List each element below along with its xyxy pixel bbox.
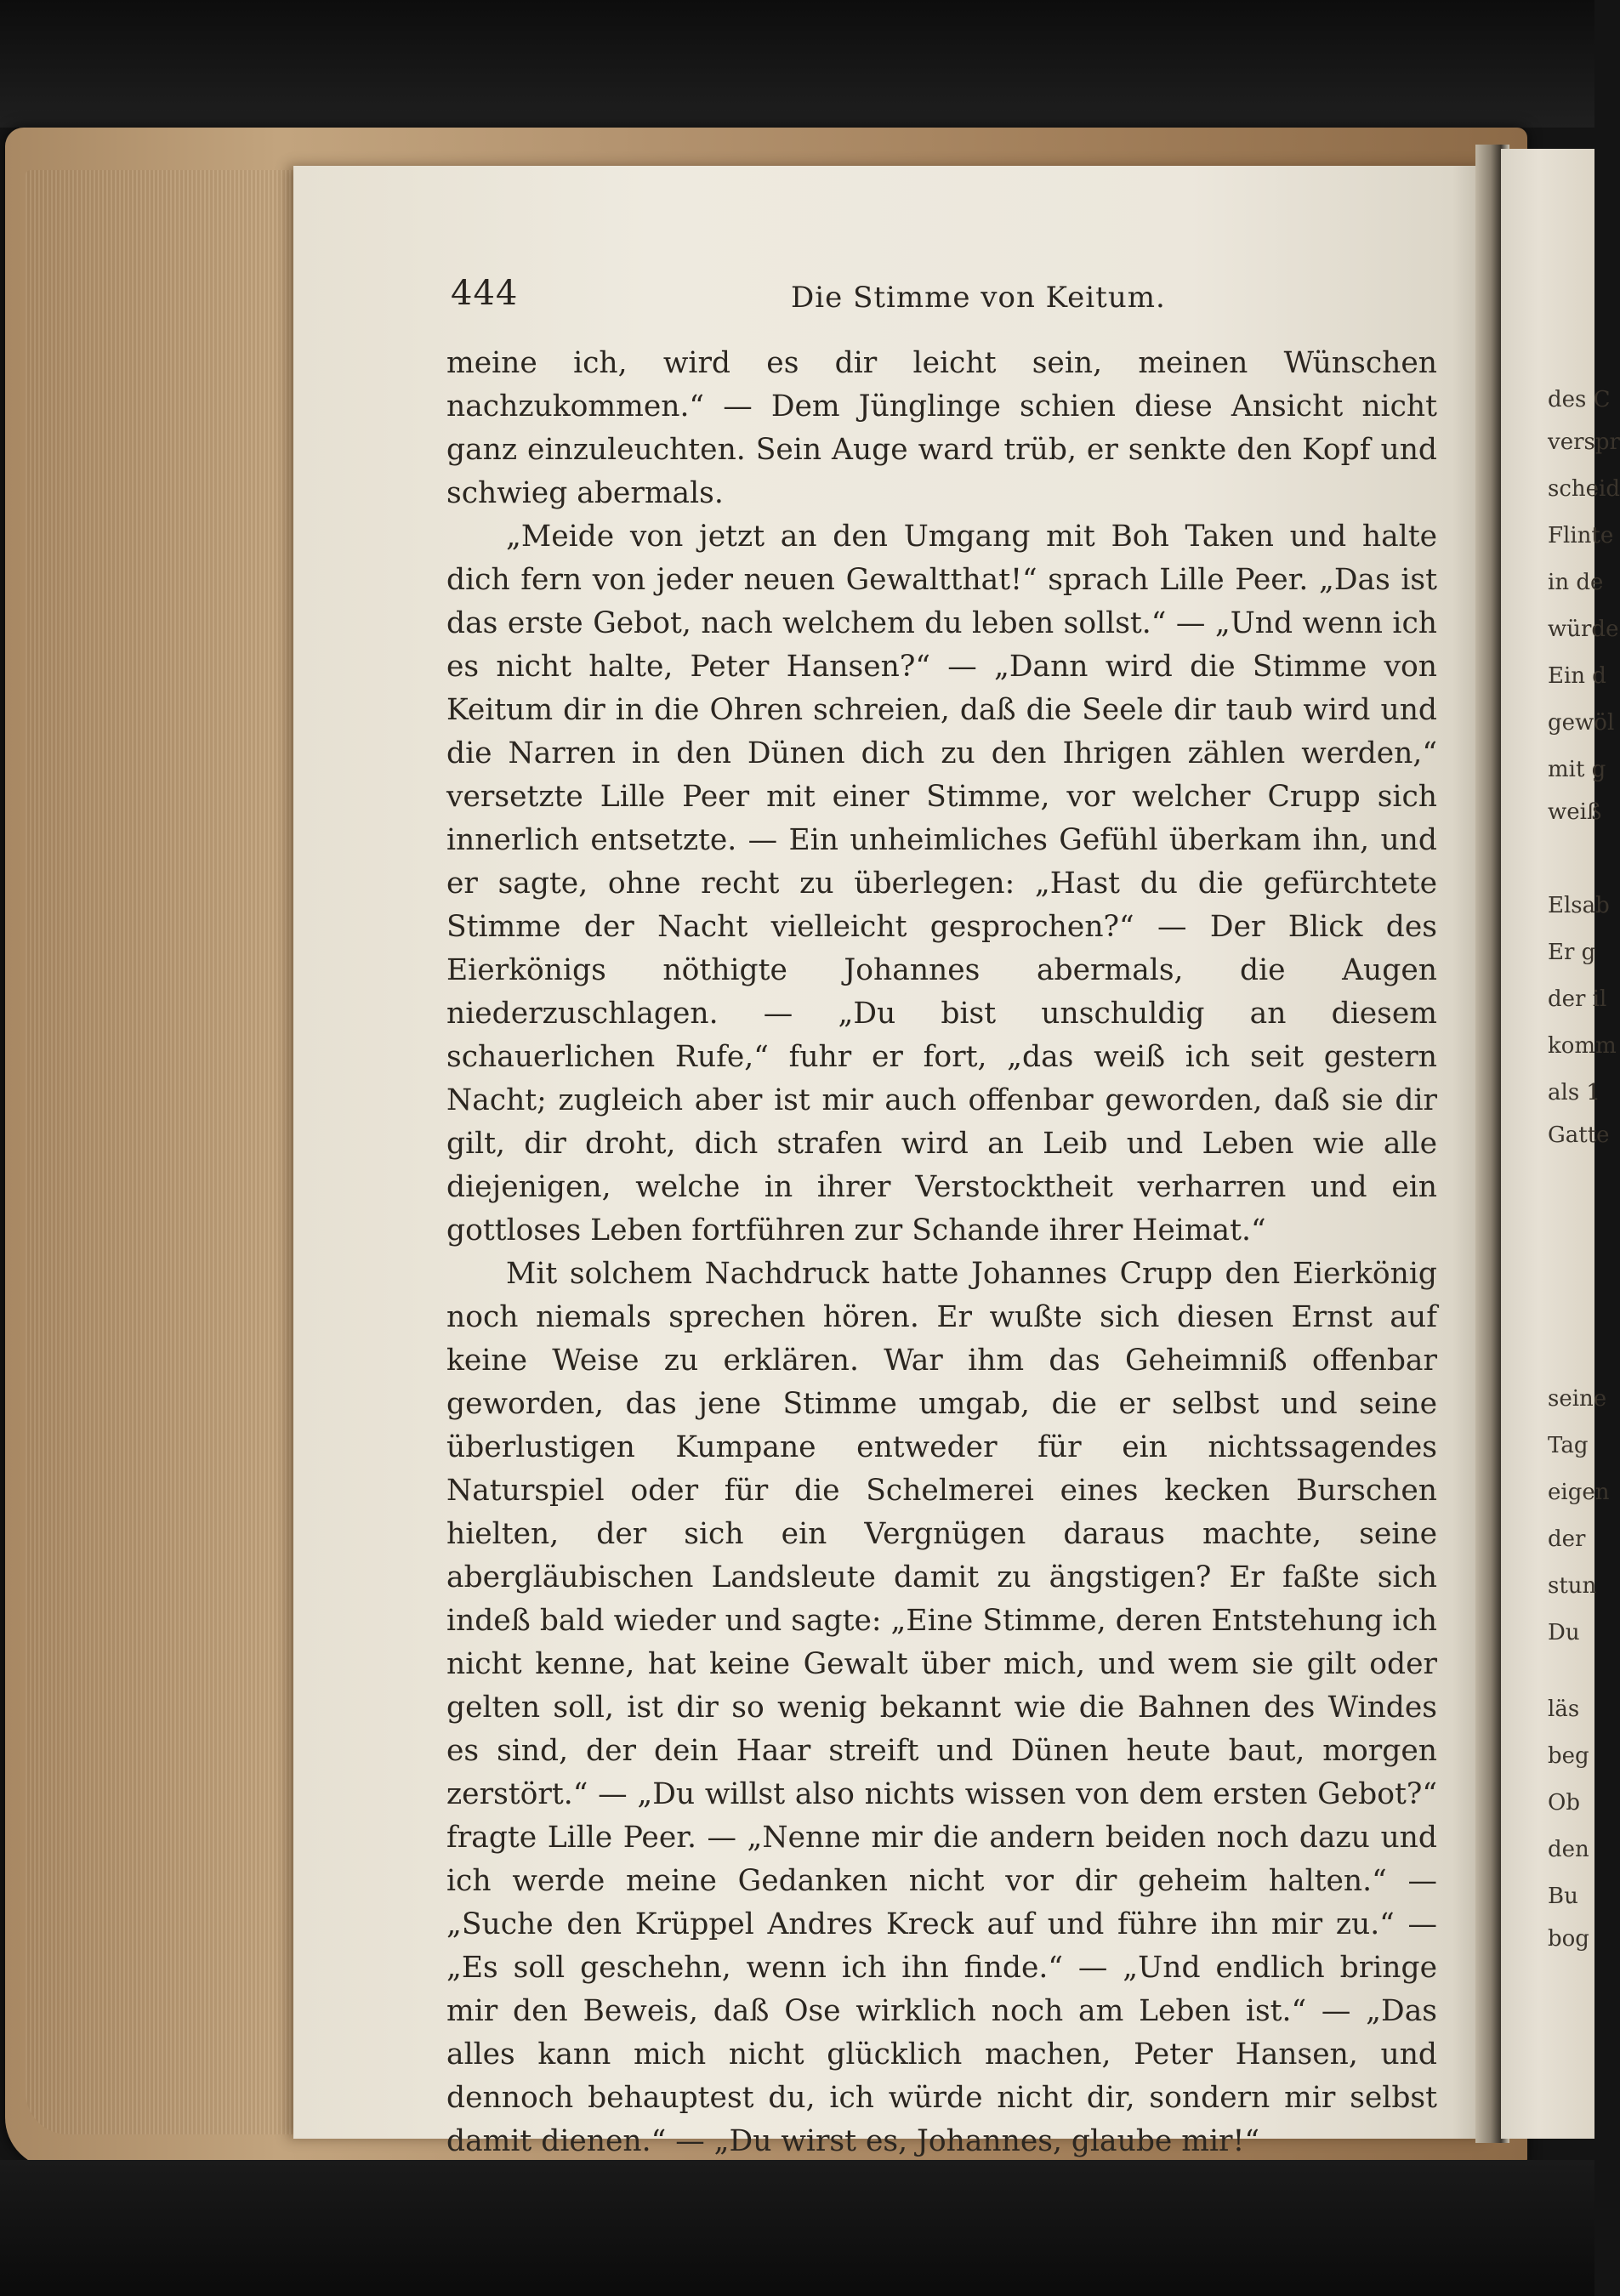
right-page-fragment: der	[1548, 1526, 1586, 1552]
right-page-fragment: der il	[1548, 986, 1607, 1012]
right-page-fragment: weiß	[1548, 799, 1602, 825]
page-number: 444	[451, 274, 519, 313]
right-page-fragment: Flinte	[1548, 523, 1614, 548]
right-page-fragment: als 1	[1548, 1080, 1600, 1105]
right-page-fragment: beg	[1548, 1743, 1589, 1769]
right-page-fragment: in de	[1548, 570, 1604, 595]
right-page-fragment: eigen	[1548, 1480, 1610, 1505]
background-bottom	[0, 2160, 1594, 2296]
right-page-fragment: komm	[1548, 1033, 1617, 1059]
page-edges	[26, 170, 298, 2134]
right-page-fragment: verspr	[1548, 429, 1620, 455]
right-page-fragment: Ein d	[1548, 663, 1606, 689]
right-page-fragment: scheid	[1548, 476, 1620, 502]
running-title: Die Stimme von Keitum.	[791, 281, 1166, 315]
running-head	[451, 274, 1437, 325]
right-page-fragment: des C	[1548, 387, 1611, 412]
right-page-fragment: mit g	[1548, 757, 1606, 782]
right-page-fragment: Er g	[1548, 940, 1596, 965]
right-page-fragment: Bu	[1548, 1884, 1578, 1909]
paragraph: meine ich, wird es dir leicht sein, meinen Wünschen nachzukommen.“ — Dem Jünglinge schien diese Ansicht nicht ganz einzuleuchten. Sein Auge ward trüb, er senkte den Kopf und schwieg abermals.	[446, 346, 1437, 510]
right-page-fragment: würde	[1548, 617, 1619, 642]
right-page-fragment: bog	[1548, 1926, 1589, 1952]
background-top	[0, 0, 1594, 128]
right-page-fragment: läs	[1548, 1696, 1580, 1722]
right-page-fragment: seine	[1548, 1386, 1607, 1412]
paragraph: „Meide von jetzt an den Umgang mit Boh Taken und halte dich fern von jeder neuen Gewaltthat!“ sprach Lille Peer. „Das ist das erste Gebot, nach welchem du leben sollst.“ — „Und wenn ich es nicht halte, Peter Hansen?“ — „Dann wird die Stimme von Keitum dir in die Ohren schreien, daß die Seele dir taub wird und die Narren in den Dünen dich zu den Ihrigen zählen werden,“ versetzte Lille Peer mit einer Stimme, vor welcher Crupp sich innerlich entsetzte. — Ein unheimliches Gefühl überkam ihn, und er sagte, ohne recht zu überlegen: „Hast du die gefürchtete Stimme der Nacht vielleicht gesprochen?“ — Der Blick des Eierkönigs nöthigte Johannes abermals, die Augen niederzuschlagen. — „Du bist unschuldig an diesem schauerlichen Rufe,“ fuhr er fort, „das weiß ich seit gestern Nacht; zugleich aber ist mir auch offenbar geworden, daß sie dir gilt, dir droht, dich strafen wird an Leib und Leben wie alle diejenigen, welche in ihrer Verstocktheit verharren und ein gottloses Leben fortführen zur Schande ihrer Heimat.“	[446, 520, 1437, 1247]
right-page-fragment: Du	[1548, 1620, 1580, 1645]
right-page-fragment: Ob	[1548, 1790, 1580, 1816]
right-page-fragment: gewöl	[1548, 710, 1615, 736]
body-text	[446, 342, 1437, 2163]
right-page-fragment: Tag	[1548, 1433, 1589, 1458]
right-page-fragment: Gatte	[1548, 1122, 1610, 1148]
right-page-fragment: den	[1548, 1837, 1589, 1862]
paragraph: Mit solchem Nachdruck hatte Johannes Crupp den Eierkönig noch niemals sprechen hören. Er wußte sich diesen Ernst auf keine Weise zu erklären. War ihm das Geheimniß offenbar geworden, das jene Stimme umgab, die er selbst und seine überlustigen Kumpane entweder für ein nichtssagendes Naturspiel oder für die Schelmerei eines kecken Burschen hielten, der sich ein Vergnügen daraus machte, seine abergläubischen Landsleute damit zu ängstigen? Er faßte sich indeß bald wieder und sagte: „Eine Stimme, deren Entstehung ich nicht kenne, hat keine Gewalt über mich, und wem sie gilt oder gelten soll, ist dir so wenig bekannt wie die Bahnen des Windes es sind, der dein Haar streift und Dünen heute baut, morgen zerstört.“ — „Du willst also nichts wissen von dem ersten Gebot?“ fragte Lille Peer. — „Nenne mir die andern beiden noch dazu und ich werde meine Gedanken nicht vor dir geheim halten.“ — „Suche den Krüppel Andres Kreck auf und führe ihn mir zu.“ — „Es soll geschehn, wenn ich ihn finde.“ — „Und endlich bringe mir den Beweis, daß Ose wirklich noch am Leben ist.“ — „Das alles kann mich nicht glücklich machen, Peter Hansen, und dennoch behauptest du, ich würde nicht dir, sondern mir selbst damit dienen.“ — „Du wirst es, Johannes, glaube mir!“	[446, 1257, 1437, 2158]
right-page-fragment: stun	[1548, 1573, 1597, 1599]
right-page-fragment: Elsab	[1548, 893, 1610, 918]
